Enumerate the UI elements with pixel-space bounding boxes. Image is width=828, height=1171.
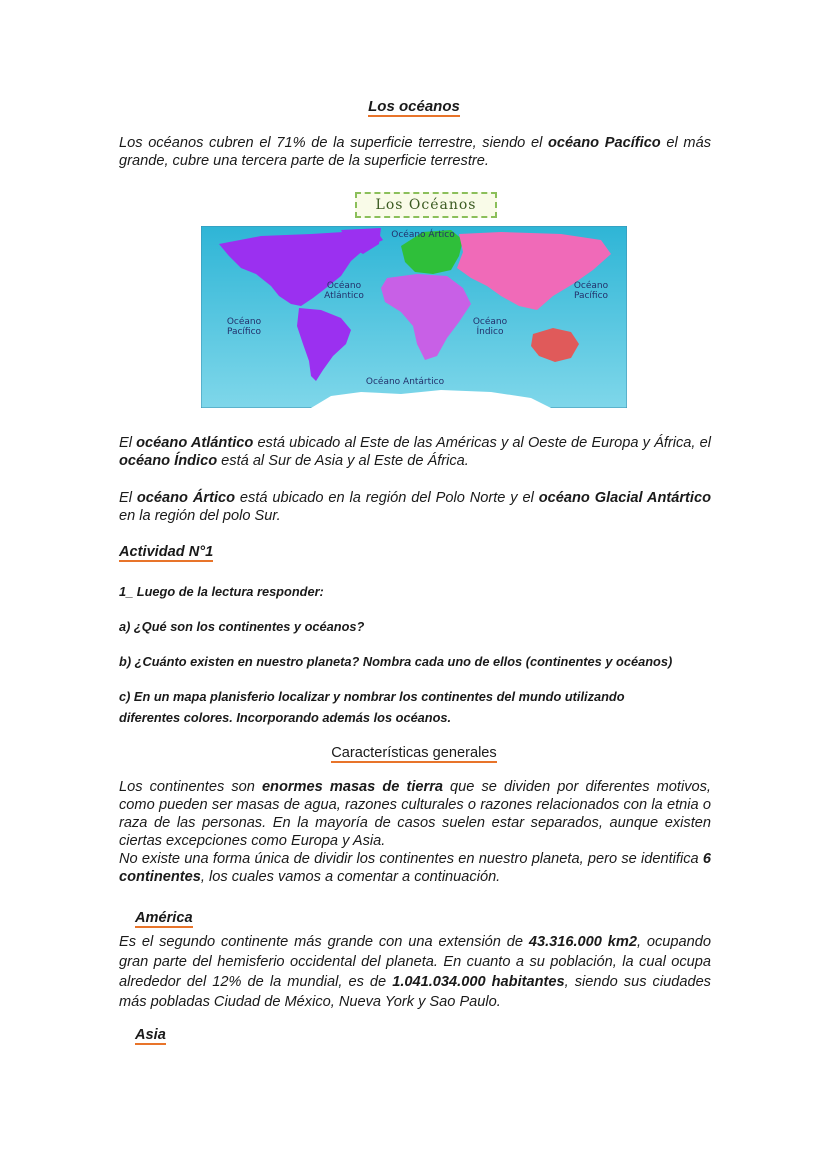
intro-bold-1: océano Pacífico: [548, 135, 661, 151]
para3-bold-2: océano Glacial Antártico: [538, 490, 711, 506]
page-title: [0, 98, 828, 115]
para2-bold-2: océano Índico: [119, 453, 218, 469]
label-atlantic-2: Atlántico: [324, 291, 364, 301]
map-banner: [355, 192, 497, 218]
america-text-3: , siendo sus ciudades más pobladas Ciudad de México, Nueva York y Sao Paulo.: [119, 974, 711, 1010]
para3-text-2: está ubicado en la región del Polo Norte y el: [235, 490, 539, 506]
para2-bold-1: océano Atlántico: [136, 435, 254, 451]
label-pacific-left-1: Océano: [226, 317, 262, 327]
char-bold-2: 6 continentes: [119, 851, 711, 885]
question-a: a) ¿Qué son los continentes y océanos?: [119, 619, 365, 634]
char-bold-1: enormes masas de tierra: [261, 779, 443, 795]
intro-text-2: el más grande, cubre una tercera parte de la superficie terrestre.: [119, 135, 711, 169]
label-pacific-right-1: Océano: [573, 281, 609, 291]
arctic-antarctic-paragraph: [119, 489, 711, 525]
america-heading: [135, 910, 193, 926]
label-atlantic-1: Océano: [326, 281, 362, 291]
para3-text-3: en la región del polo Sur.: [119, 508, 281, 524]
para2-text-1: El: [119, 435, 137, 451]
asia-heading: [135, 1027, 166, 1043]
para2-text-2: está ubicado al Este de las Américas y al Oeste de Europa y África, el: [253, 435, 711, 451]
label-arctic: Océano Ártico: [391, 230, 455, 240]
para3-bold-1: océano Ártico: [136, 490, 236, 506]
intro-text-1: Los océanos cubren el 71% de la superficie terrestre, siendo el: [119, 135, 548, 151]
char-text-3: No existe una forma única de dividir los continentes en nuestro planeta, pero se identifica: [119, 851, 703, 867]
america-heading-text: América: [135, 910, 193, 926]
oceans-world-map: [201, 226, 627, 408]
label-pacific-left-2: Pacífico: [226, 327, 262, 337]
para3-text-1: El: [119, 490, 137, 506]
char-text-4: , los cuales vamos a comentar a continuación.: [200, 869, 501, 885]
asia-heading-text: Asia: [135, 1027, 166, 1043]
activity-heading: [119, 544, 213, 560]
question-c: c) En un mapa planisferio localizar y nombrar los continentes del mundo utilizando diferentes colores. Incorporando además los océanos.: [119, 689, 625, 725]
intro-paragraph: [119, 134, 711, 170]
america-bold-2: 1.041.034.000 habitantes: [392, 974, 565, 990]
question-1: 1_ Luego de la lectura responder:: [119, 584, 324, 599]
america-bold-1: 43.316.000 km2: [528, 934, 637, 950]
label-antarctic: Océano Antártico: [365, 377, 445, 387]
char-text-1: Los continentes son: [119, 779, 262, 795]
char-text-2: que se dividen por diferentes motivos, como pueden ser masas de agua, razones culturales o razones relacionados con la etnia o raza de las personas. En la mayoría de casos suelen estar separados, aunque existen ciertas excepciones como Europa y Asia.: [119, 779, 711, 849]
activity-heading-text: Actividad N°1: [119, 544, 214, 560]
question-b: b) ¿Cuánto existen en nuestro planeta? Nombra cada uno de ellos (continentes y océanos): [119, 654, 673, 669]
characteristics-paragraph: [119, 778, 711, 886]
characteristics-heading: [0, 745, 828, 761]
characteristics-heading-text: Características generales: [331, 745, 497, 761]
map-banner-text: Los Océanos: [375, 197, 477, 213]
atlantic-indian-paragraph: [119, 434, 711, 470]
america-paragraph: [119, 932, 711, 1012]
america-text-1: Es el segundo continente más grande con una extensión de: [119, 934, 529, 950]
para2-text-3: está al Sur de Asia y al Este de África.: [217, 453, 469, 469]
label-pacific-right-2: Pacífico: [573, 291, 609, 301]
page-title-text: Los océanos: [368, 98, 460, 115]
america-text-2: , ocupando gran parte del hemisferio occidental del planeta. En cuanto a su población, la cual ocupa alrededor del 12% de la mundial, es de: [119, 934, 711, 990]
label-indian-2: Índico: [476, 327, 504, 337]
label-indian-1: Océano: [472, 317, 508, 327]
